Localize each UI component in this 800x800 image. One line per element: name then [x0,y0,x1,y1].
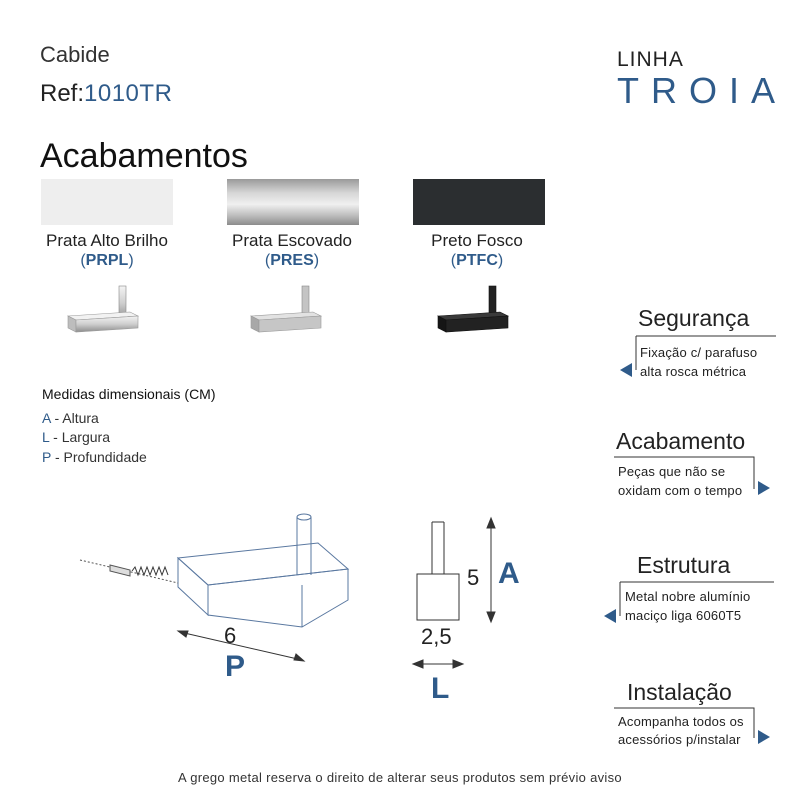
finish-code-value: PRPL [85,252,129,269]
legend-item [42,449,147,465]
legend-item [42,429,110,445]
width-letter: L [431,672,450,705]
feature-text: Fixação c/ parafuso [640,345,758,360]
legend-key: L [42,429,50,445]
finish-name: Prata Escovado [231,231,352,250]
product-thumbnail-ptfc [430,282,520,340]
legend-label: - Profundidade [51,449,147,465]
feature-text: alta rosca métrica [640,364,747,379]
arrow-left-icon [604,609,616,623]
legend-item [42,410,99,426]
footer-disclaimer: A grego metal reserva o direito de alterar seus produtos sem prévio aviso [178,770,622,785]
finish-swatch-prpl [41,179,173,225]
finish-code-value: PRES [270,252,314,269]
product-thumbnail-pres [243,282,333,340]
technical-drawing-perspective [70,505,370,675]
finish-name: Preto Fosco [431,231,523,250]
technical-drawing-side [405,512,515,682]
feature-title: Instalação [627,679,732,705]
finish-swatch-ptfc [413,179,545,225]
finish-code: (PTFC) [450,252,504,269]
finish-code: (PRES) [264,252,320,269]
dimensions-heading: Medidas dimensionais (CM) [42,386,216,402]
product-reference [40,80,172,108]
legend-label: - Largura [49,429,110,445]
finish-code: (PRPL) [80,252,134,269]
ref-label: Ref: [40,80,85,107]
finish-swatch-pres [227,179,359,225]
arrow-left-icon [620,363,632,377]
feature-text: acessórios p/instalar [618,732,741,747]
legend-label: - Altura [50,410,99,426]
feature-text: maciço liga 6060T5 [625,608,742,623]
legend-key: A [42,410,51,426]
product-thumbnail-prpl [60,282,150,340]
feature-title: Estrutura [637,552,731,578]
feature-text: Metal nobre alumínio [625,589,751,604]
feature-text: oxidam com o tempo [618,483,743,498]
height-value: 5 [467,565,480,590]
feature-text: Peças que não se [618,464,726,479]
arrow-right-icon [758,481,770,495]
feature-title: Acabamento [616,428,746,454]
finish-name: Prata Alto Brilho [46,231,168,250]
depth-letter: P [225,650,246,683]
arrow-right-icon [758,730,770,744]
legend-key: P [42,449,52,465]
feature-text: Acompanha todos os [618,714,744,729]
product-name: Cabide [40,42,110,67]
ref-code: 1010TR [84,80,173,107]
line-name: TROIA [617,70,788,111]
finish-code-value: PTFC [456,252,498,269]
width-value: 2,5 [421,624,452,649]
finishes-heading: Acabamentos [40,137,248,175]
depth-value: 6 [224,623,237,648]
line-label: LINHA [617,48,684,71]
feature-title: Segurança [638,305,750,331]
height-letter: A [498,557,520,590]
